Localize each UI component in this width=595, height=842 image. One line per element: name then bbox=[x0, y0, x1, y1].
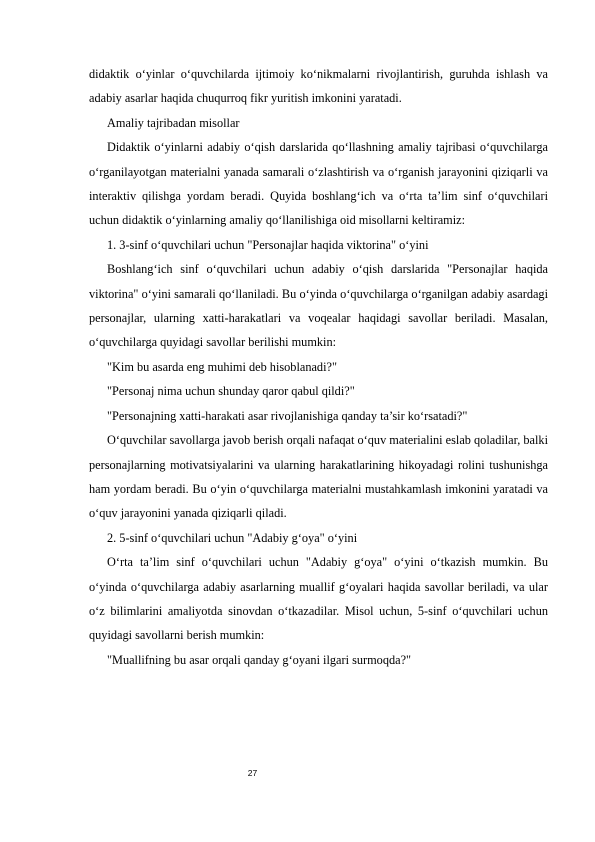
body-paragraph: didaktik o‘yinlar o‘quvchilarda ijtimoiy ko‘nikmalarni rivojlantirish, guruhda ishlash va adabiy asarlar haqida chuqurroq fikr yuritish imkonini yaratadi. bbox=[89, 67, 548, 106]
question-item: "Personajning xatti-harakati asar rivojlanishiga qanday ta’sir ko‘rsatadi?" bbox=[107, 408, 468, 423]
question-item: "Kim bu asarda eng muhimi deb hisoblanadi?" bbox=[107, 359, 337, 374]
body-paragraph: Boshlang‘ich sinf o‘quvchilari uchun adabiy o‘qish darslarida "Personajlar haqida viktorina" o‘yini samarali qo‘llaniladi. Bu o‘yinda o‘quvchilarga o‘rganilgan adabiy asardagi personajlar, ularning xatti-harakatlari va voqealar haqidagi savollar beriladi. Masalan, o‘quvchilarga quyidagi savollar berilishi mumkin: bbox=[89, 262, 548, 350]
question-item: "Muallifning bu asar orqali qanday g‘oyani ilgari surmoqda?" bbox=[107, 652, 412, 667]
body-paragraph: Didaktik o‘yinlarni adabiy o‘qish darslarida qo‘llashning amaliy tajribasi o‘quvchilarga o‘rganilayotgan materialni yanada samarali o‘zlashtirish va o‘rganish jarayonini qiziqarli va interaktiv qilishga yordam beradi. Quyida boshlang‘ich va o‘rta ta’lim sinf o‘quvchilari uchun didaktik o‘yinlarning amaliy qo‘llanilishiga oid misollarni keltiramiz: bbox=[89, 140, 548, 228]
document-page bbox=[89, 62, 548, 672]
question-item: "Personaj nima uchun shunday qaror qabul qildi?" bbox=[107, 384, 355, 399]
body-paragraph: O‘rta ta’lim sinf o‘quvchilari uchun "Adabiy g‘oya" o‘yini o‘tkazish mumkin. Bu o‘yinda o‘quvchilarga adabiy asarlarning muallif g‘oyalari haqida savollar beriladi, va ular o‘z bilimlarini amaliyotda sinovdan o‘tkazadilar. Misol uchun, 5-sinf o‘quvchilari uchun quyidagi savollarni berish mumkin: bbox=[89, 555, 548, 643]
subsection-heading: 2. 5-sinf o‘quvchilari uchun "Adabiy g‘oya" o‘yini bbox=[107, 530, 358, 545]
subsection-heading: 1. 3-sinf o‘quvchilari uchun "Personajlar haqida viktorina" o‘yini bbox=[107, 237, 429, 252]
page-number: 27 bbox=[247, 768, 258, 778]
section-heading: Amaliy tajribadan misollar bbox=[107, 115, 240, 130]
body-paragraph: O‘quvchilar savollarga javob berish orqali nafaqat o‘quv materialini eslab qoladilar, balki personajlarning motivatsiyalarini va ularning harakatlarining hikoyadagi rolini tushunishga ham yordam beradi. Bu o‘yin o‘quvchilarga materialni mustahkamlash imkonini yaratadi va o‘quv jarayonini yanada qiziqarli qiladi. bbox=[89, 433, 548, 521]
